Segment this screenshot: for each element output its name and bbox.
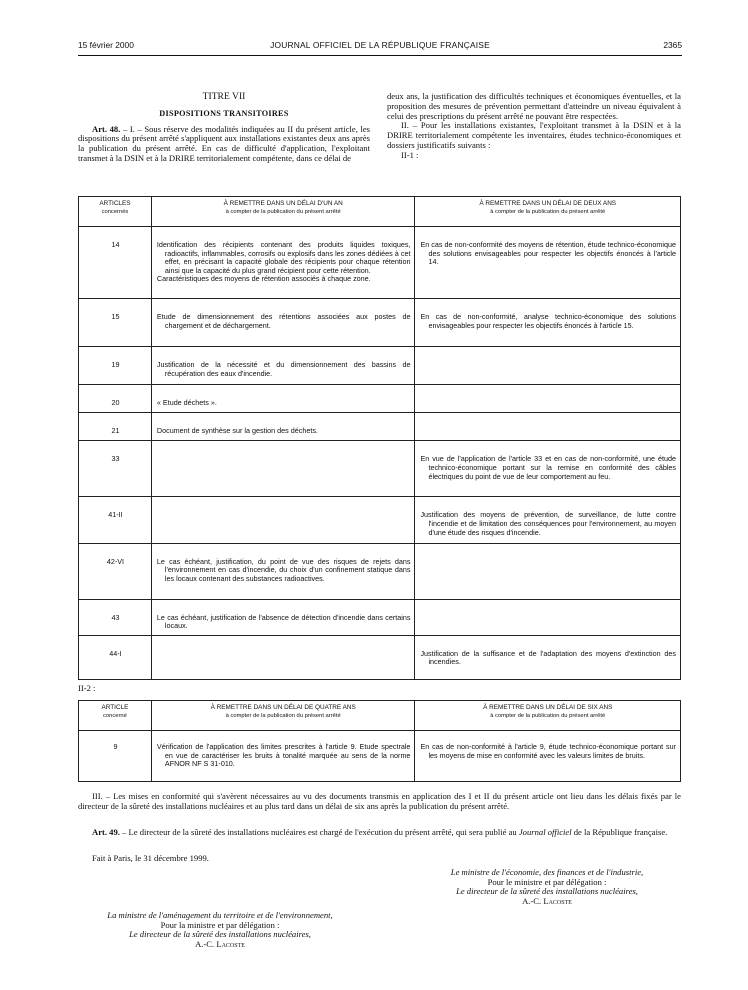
table-row [79, 599, 681, 635]
cell-un-an: Identification des récipients contenant des produits liquides toxiques, radioactifs, inflammables, corrosifs ou explosifs dans les zones dédiées à cet effet, en précisant la capacité globale des récipients pour chaque rétention ainsi que la capacité du plus grand récipient pour cette rétention. Caractéristiques des moyens de rétention associés à chaque zone. [151, 227, 415, 299]
cell-deux-ans [415, 385, 681, 413]
cell-article: 42-VI [79, 543, 152, 599]
art48-label: Art. 48. [92, 123, 121, 134]
art48-text-right: deux ans, la justification des difficultés techniques et économiques éventuelles, et la proposition des mesures de prévention permettant d'atteindre un niveau équivalent à celui des prescriptions du présent arrêté ne pouvant être respectées. [387, 91, 681, 121]
cell-deux-ans: En cas de non-conformité, analyse technico-économique des solutions envisageables pour respecter les objectifs énoncés à l'article 15. [415, 299, 681, 347]
table-row [79, 347, 681, 385]
col-header-article: ARTICLE concerné [79, 701, 152, 731]
cell-un-an: Le cas échéant, justification de l'absence de détection d'incendie dans certains locaux. [151, 599, 415, 635]
paragraph-iii: III. – Les mises en conformité qui s'avèrent nécessaires au vu des documents transmis en application des I et II du présent article ont lieu dans les délais fixés par le directeur de la sûreté des installations nucléaires et au plus tard dans un délai de six ans après la publication du présent arrêté. [78, 791, 681, 811]
signatory-name: A.-C. Lacoste [522, 895, 572, 906]
cell-article: 15 [79, 299, 152, 347]
table-header-row [79, 701, 681, 731]
journal-officiel-ref: Journal officiel [518, 827, 572, 837]
art48-paragraph-1 [78, 125, 370, 164]
table-row [79, 299, 681, 347]
table-row [79, 227, 681, 299]
cell-un-an: « Etude déchets ». [151, 385, 415, 413]
header-rule [78, 55, 682, 56]
cell-quatre-ans: Vérification de l'application des limites prescrites à l'article 9. Etude spectrale en vue de caractériser les bruits à tonalité marquée au sens de la norme AFNOR NF S 31-010. [151, 731, 415, 782]
signatory-name: A.-C. Lacoste [195, 938, 245, 949]
cell-un-an: Justification de la nécessité et du dimensionnement des bassins de récupération des eaux d'incendie. [151, 347, 415, 385]
cell-un-an [151, 497, 415, 543]
table-header-row [79, 197, 681, 227]
cell-deux-ans [415, 543, 681, 599]
table-row [79, 385, 681, 413]
titre-heading: TITRE VII [202, 91, 246, 102]
cell-un-an [151, 635, 415, 679]
header-journal-title: JOURNAL OFFICIEL DE LA RÉPUBLIQUE FRANÇAISE [270, 40, 490, 50]
art49-paragraph: Art. 49. – Le directeur de la sûreté des installations nucléaires est chargé de l'exécution du présent arrêté, qui sera publié au Journal officiel de la République française. [92, 827, 668, 837]
header-page-number: 2365 [663, 40, 682, 50]
table-ii-2 [78, 700, 681, 782]
cell-article: 20 [79, 385, 152, 413]
signature-environnement: La ministre de l'aménagement du territoire et de l'environnement, Pour la ministre et par délégation : Le directeur de la sûreté des installations nucléaires, A.-C. Lacoste [70, 911, 370, 949]
ii-2-label: II-2 : [78, 683, 96, 693]
cell-deux-ans: En cas de non-conformité des moyens de rétention, étude technico-économique des solutions envisageables pour respecter les objectifs énoncés à l'article 14. [415, 227, 681, 299]
art48-text-left: – I. – Sous réserve des modalités indiquées au II du présent article, les dispositions du présent arrêté s'appliquent aux installations existantes deux ans après la publication du présent arrêté. En cas de difficulté d'application, l'exploitant transmet à la DSIN et à la DRIRE territorialement compétente, dans ce délai de [78, 123, 371, 163]
col-header-six-ans: À REMETTRE DANS UN DÉLAI DE SIX ANS à compter de la publication du présent arrêté [415, 701, 681, 731]
cell-un-an: Etude de dimensionnement des rétentions associées aux postes de chargement et de déchargement. [151, 299, 415, 347]
art49-label: Art. 49. [92, 827, 120, 837]
cell-article: 21 [79, 413, 152, 441]
table-row [79, 497, 681, 543]
dispositions-heading: DISPOSITIONS TRANSITOIRES [159, 108, 289, 118]
table-row [79, 441, 681, 497]
cell-article: 43 [79, 599, 152, 635]
cell-article: 9 [79, 731, 152, 782]
ii-1-label: II-1 : [401, 149, 419, 160]
page-header [78, 40, 682, 54]
cell-article: 41-II [79, 497, 152, 543]
cell-un-an: Document de synthèse sur la gestion des déchets. [151, 413, 415, 441]
table-row [79, 635, 681, 679]
table-ii-1 [78, 196, 681, 680]
cell-article: 44-I [79, 635, 152, 679]
right-column [387, 92, 681, 161]
header-date: 15 février 2000 [78, 40, 134, 50]
col-header-articles: ARTICLES concernés [79, 197, 152, 227]
cell-deux-ans [415, 347, 681, 385]
signature-economie: Le ministre de l'économie, des finances et de l'industrie, Pour le ministre et par délégation : Le directeur de la sûreté des installations nucléaires, A.-C. Lacoste [412, 868, 682, 906]
col-header-un-an: À REMETTRE DANS UN DÉLAI D'UN AN à compter de la publication du présent arrêté [151, 197, 415, 227]
cell-article: 14 [79, 227, 152, 299]
cell-un-an: Le cas échéant, justification, du point de vue des risques de rejets dans l'environnement en cas d'incendie, du choix d'un confinement statique dans les locaux contenant des substances radioactives. [151, 543, 415, 599]
col-header-quatre-ans: À REMETTRE DANS UN DÉLAI DE QUATRE ANS à compter de la publication du présent arrêté [151, 701, 415, 731]
cell-six-ans: En cas de non-conformité à l'article 9, étude technico-économique portant sur les moyens de mise en conformité avec les valeurs limites de bruits. [415, 731, 681, 782]
left-column [78, 92, 370, 164]
table-row [79, 731, 681, 782]
cell-deux-ans: Justification de la suffisance et de l'adaptation des moyens d'extinction des incendies. [415, 635, 681, 679]
art48-paragraph-2: II. – Pour les installations existantes, l'exploitant transmet à la DSIN et à la DRIRE territorialement compétente les inventaires, études technico-économiques et dossiers justificatifs suivants : [387, 120, 681, 150]
cell-article: 33 [79, 441, 152, 497]
cell-un-an [151, 441, 415, 497]
cell-deux-ans [415, 413, 681, 441]
table-row [79, 543, 681, 599]
cell-deux-ans [415, 599, 681, 635]
cell-article: 19 [79, 347, 152, 385]
col-header-deux-ans: À REMETTRE DANS UN DÉLAI DE DEUX ANS à compter de la publication du présent arrêté [415, 197, 681, 227]
cell-deux-ans: Justification des moyens de prévention, de surveillance, de lutte contre l'incendie et de limitation des conséquences pour l'environnement, au moyen d'une étude des risques d'incendie. [415, 497, 681, 543]
fait-a-paris: Fait à Paris, le 31 décembre 1999. [92, 853, 209, 863]
table-row [79, 413, 681, 441]
cell-deux-ans: En vue de l'application de l'article 33 et en cas de non-conformité, une étude technico-économique portant sur la remise en conformité des câbles électriques du point de vue de leur comportement au feu. [415, 441, 681, 497]
